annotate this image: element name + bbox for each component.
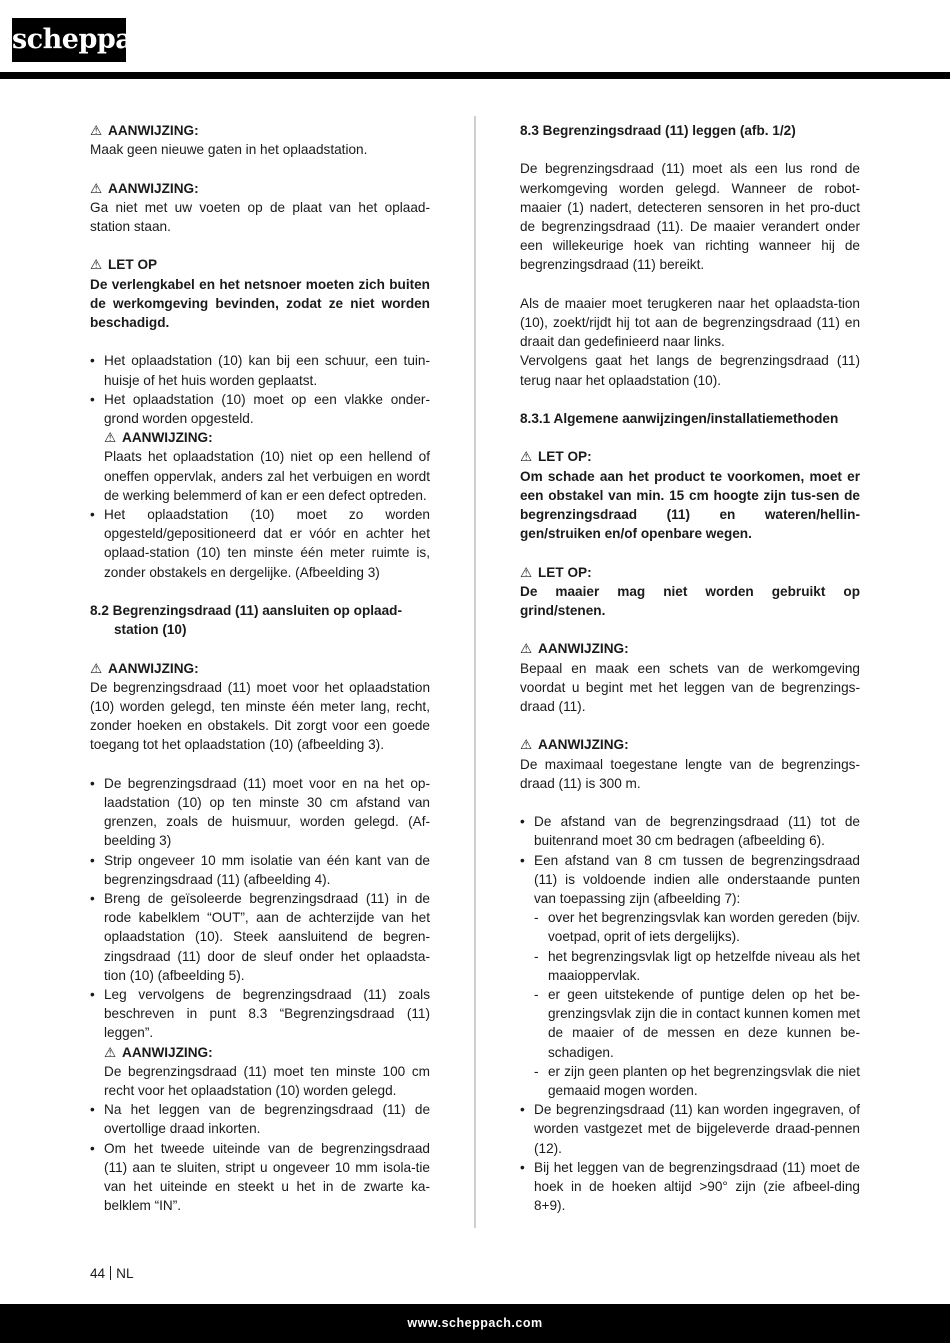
warning-icon: ⚠ [90, 660, 103, 676]
notice-heading: ⚠ AANWIJZING: [520, 735, 860, 754]
notice-heading: ⚠ AANWIJZING: [104, 428, 430, 447]
list-item: - er geen uitstekende of puntige delen op het be-grenzingsvlak zijn die in contact kunnen komen met de maaier of de messen en deze kunnen be-schadigen. [520, 985, 860, 1062]
list-item: • Het oplaadstation (10) moet op een vlakke onder-grond worden opgesteld. ⚠ AANWIJZING: Plaats het oplaadstation (10) niet op een hellend of oneffen oppervlak, anders zal het verbuigen en wordt de werking belemmerd of kan er een defect optreden. [90, 390, 430, 505]
list-item: • Breng de geïsoleerde begrenzingsdraad (11) in de rode kabelklem “OUT”, aan de achterzijde van het oplaadstation (10). Steek aansluitend de begren-zingsdraad (11) door de sleuf onder het oplaadsta-tion (10) (afbeelding 5). [90, 889, 430, 985]
list-item: • De begrenzingsdraad (11) moet voor en na het op-laadstation (10) op ten minste 30 cm afstand van grenzen, zoals de huismuur, worden gelegd. (Af-beelding 3) [90, 774, 430, 851]
scheppach-logo: scheppach [12, 18, 126, 62]
dash-list [520, 908, 860, 1100]
page-footer [90, 1264, 134, 1283]
caution-text: De verlengkabel en het netsnoer moeten zich buiten de werkomgeving bevinden, zodat ze niet worden beschadigd. [90, 276, 430, 330]
column-divider [474, 116, 476, 1228]
language-code: NL [116, 1266, 134, 1281]
bullet-list [90, 774, 430, 1216]
warning-icon: ⚠ [520, 737, 533, 753]
caution-text: De maaier mag niet worden gebruikt op grind/stenen. [520, 583, 860, 618]
list-item: • Leg vervolgens de begrenzingsdraad (11) zoals beschreven in punt 8.3 “Begrenzingsdraad (11) leggen”. ⚠ AANWIJZING: De begrenzingsdraad (11) moet ten minste 100 cm recht voor het oplaadstation (10) worden gelegd. [90, 985, 430, 1100]
left-column [90, 121, 430, 1215]
notice-heading: ⚠ AANWIJZING: [520, 639, 860, 658]
notice-text: De begrenzingsdraad (11) moet ten minste 100 cm recht voor het oplaadstation (10) worden gelegd. [104, 1063, 430, 1099]
notice-heading: ⚠ AANWIJZING: [90, 121, 430, 140]
list-item: • Het oplaadstation (10) moet zo worden opgesteld/gepositioneerd dat er vóór en achter het oplaad-station (10) ten minste één meter ruimte is, zonder obstakels en dergelijke. (Afbeelding 3) [90, 505, 430, 582]
section-heading-8-3: 8.3 Begrenzingsdraad (11) leggen (afb. 1/2) [520, 123, 796, 138]
caution-heading: ⚠ LET OP: [520, 447, 860, 466]
warning-icon: ⚠ [90, 123, 103, 138]
warning-icon: ⚠ [520, 641, 533, 657]
paragraph: Als de maaier moet terugkeren naar het oplaadsta-tion (10), zoekt/rijdt hij tot aan de begrenzingsdraad (11) en draait dan gedefinieerd naar links. [520, 295, 860, 350]
notice-text: Plaats het oplaadstation (10) niet op een hellend of oneffen oppervlak, anders zal het verbuigen en wordt de werking belemmerd of kan er een defect optreden. [104, 449, 430, 503]
list-item: • Om het tweede uiteinde van de begrenzingsdraad (11) aan te sluiten, stript u ongeveer 10 mm isola-tie van het uiteinde en steekt u het in de zwarte ka-belklem “IN”. [90, 1139, 430, 1216]
section-heading-8-3-1: 8.3.1 Algemene aanwijzingen/installatiemethoden [520, 411, 839, 426]
notice-text: Bepaal en maak een schets van de werkomgeving voordat u begint met het leggen van de begrenzings-draad (11). [520, 660, 860, 714]
warning-icon: ⚠ [104, 1044, 117, 1060]
warning-icon: ⚠ [520, 564, 533, 580]
notice-text: De maximaal toegestane lengte van de begrenzings-draad (11) is 300 m. [520, 756, 860, 791]
section-heading-8-2: 8.2 Begrenzingsdraad (11) aansluiten op oplaad-station (10) [90, 603, 402, 638]
website-link[interactable]: www.scheppach.com [0, 1304, 950, 1343]
notice-text: De begrenzingsdraad (11) moet voor het oplaadstation (10) worden gelegd, ten minste één meter lang, recht, zonder hoeken en obstakels. Dit zorgt voor een goede toegang tot het oplaadstation (10) (afbeelding 3). [90, 679, 430, 753]
footer-separator [110, 1266, 111, 1280]
bullet-list [520, 812, 860, 908]
list-item: • Strip ongeveer 10 mm isolatie van één kant van de begrenzingsdraad (11) (afbeelding 4). [90, 851, 430, 889]
list-item: • Het oplaadstation (10) kan bij een schuur, een tuin-huisje of het huis worden geplaatst. [90, 351, 430, 389]
list-item: - over het begrenzingsvlak kan worden gereden (bijv. voetpad, oprit of iets dergelijks). [520, 908, 860, 946]
list-item: - het begrenzingsvlak ligt op hetzelfde niveau als het maaioppervlak. [520, 947, 860, 985]
list-item: • Bij het leggen van de begrenzingsdraad (11) moet de hoek in de hoeken altijd >90° zijn (zie afbeel-ding 8+9). [520, 1158, 860, 1216]
list-item: - er zijn geen planten op het begrenzingsvlak die niet gemaaid mogen worden. [520, 1062, 860, 1100]
paragraph: Vervolgens gaat het langs de begrenzingsdraad (11) terug naar het oplaadstation (10). [520, 353, 860, 388]
warning-icon: ⚠ [90, 257, 103, 273]
list-item: • Een afstand van 8 cm tussen de begrenzingsdraad (11) is voldoende indien alle onderstaande punten van toepassing zijn (afbeelding 7): [520, 851, 860, 909]
notice-text: Ga niet met uw voeten op de plaat van het oplaad-station staan. [90, 199, 430, 234]
notice-text: Maak geen nieuwe gaten in het oplaadstation. [90, 142, 368, 158]
list-item: • De begrenzingsdraad (11) kan worden ingegraven, of worden vastgezet met de bijgeleverde draad-pennen (12). [520, 1100, 860, 1158]
header-rule [0, 72, 950, 79]
list-item: • De afstand van de begrenzingsdraad (11) tot de buitenrand moet 30 cm bedragen (afbeelding 6). [520, 812, 860, 850]
right-column [520, 121, 860, 1215]
page-number: 44 [90, 1266, 106, 1281]
caution-text: Om schade aan het product te voorkomen, moet er een obstakel van min. 15 cm hoogte zijn tus-sen de begrenzingsdraad (11) en wateren/hellin-gen/struiken en/of openbare wegen. [520, 468, 860, 542]
notice-heading: ⚠ AANWIJZING: [90, 179, 430, 198]
bullet-list [90, 351, 430, 581]
warning-icon: ⚠ [104, 430, 117, 446]
bullet-list [520, 1100, 860, 1215]
caution-heading: ⚠ LET OP: [520, 563, 860, 582]
paragraph: De begrenzingsdraad (11) moet als een lus rond de werkomgeving worden gelegd. Wanneer de robot-maaier (1) nadert, detecteren sensoren in het pro-duct de begrenzingsdraad (11). De maaier verandert onder een willekeurige hoek van richting wanneer hij de begrenzingsdraad (11) bereikt. [520, 161, 860, 273]
notice-heading: ⚠ AANWIJZING: [90, 659, 430, 678]
warning-icon: ⚠ [90, 180, 103, 196]
notice-heading: ⚠ AANWIJZING: [104, 1043, 430, 1062]
warning-icon: ⚠ [520, 449, 533, 465]
caution-heading: ⚠ LET OP [90, 255, 430, 274]
list-item: • Na het leggen van de begrenzingsdraad (11) de overtollige draad inkorten. [90, 1100, 430, 1138]
